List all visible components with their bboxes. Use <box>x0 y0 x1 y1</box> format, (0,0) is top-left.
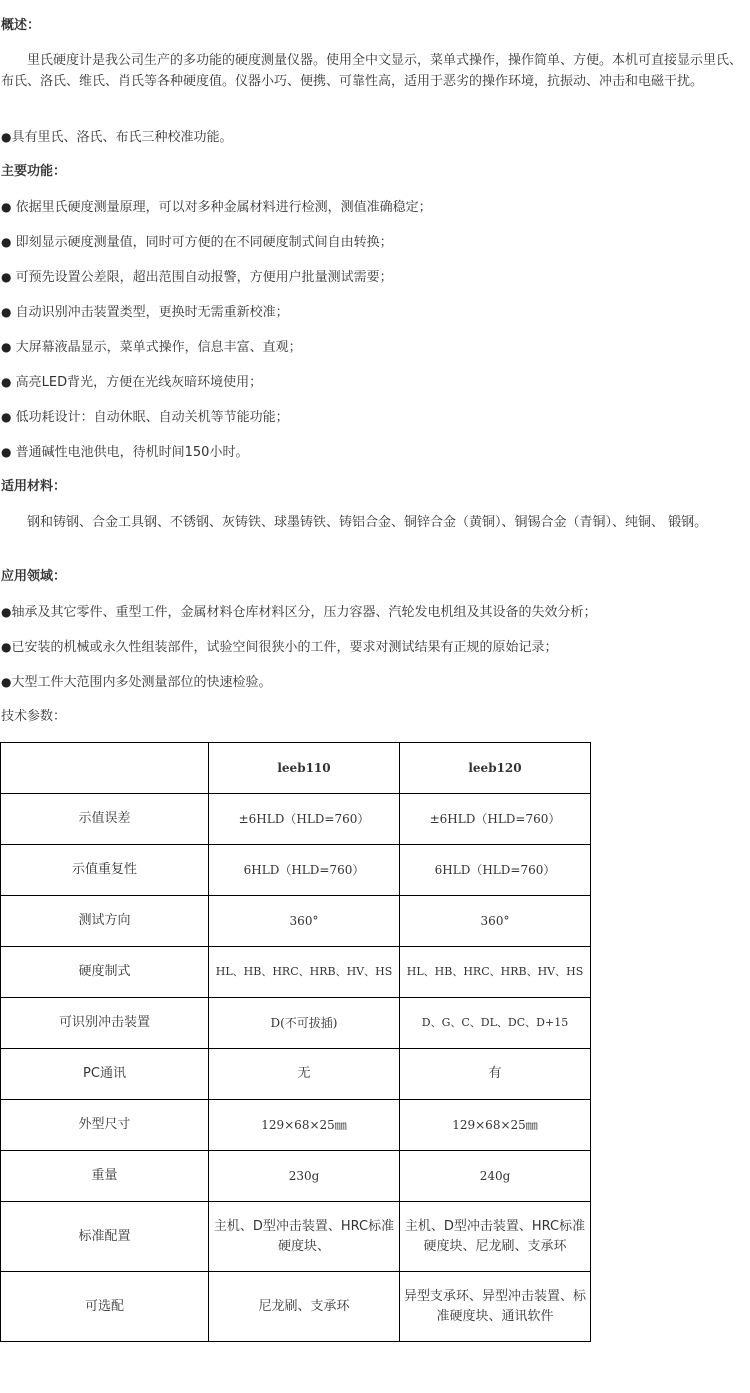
row-value-leeb110: 无 <box>209 1049 400 1100</box>
row-value-leeb120: HL、HB、HRC、HRB、HV、HS <box>400 947 591 998</box>
application-text: 大型工件大范围内多处测量部位的快速检验。 <box>11 675 272 690</box>
row-label: 测试方向 <box>1 896 209 947</box>
overview-heading: 概述： <box>1 18 41 33</box>
row-value-leeb120: 129×68×25㎜ <box>400 1100 591 1151</box>
overview-paragraph: 里氏硬度计是我公司生产的多功能的硬度测量仪器。使用全中文显示，菜单式操作，操作简单、方便。本机可直接显示里氏、布氏、洛氏、维氏、肖氏等各种硬度值。仪器小巧、便携、可靠性高，适用于恶劣的操作环境，抗振动、冲击和电磁干扰。 <box>1 53 743 89</box>
application-item <box>1 673 272 692</box>
table-row <box>1 794 591 845</box>
row-label: 重量 <box>1 1151 209 1202</box>
bullet-icon: ● <box>1 445 12 459</box>
bullet-icon: ● <box>1 235 12 249</box>
function-text: 普通碱性电池供电，待机时间150小时。 <box>15 445 249 460</box>
row-value-leeb120: ±6HLD（HLD=760） <box>400 794 591 845</box>
function-item <box>1 198 432 217</box>
function-text: 大屏幕液晶显示，菜单式操作，信息丰富、直观； <box>15 340 302 355</box>
spec-table <box>0 742 591 1342</box>
materials-paragraph: 钢和铸钢、合金工具钢、不锈钢、灰铸铁、球墨铸铁、铸铝合金、铜锌合金（黄铜）、铜锡合金（青铜）、纯铜、 锻钢。 <box>27 515 708 530</box>
table-row <box>1 845 591 896</box>
bullet-icon: ● <box>1 200 12 214</box>
row-value-leeb120: 有 <box>400 1049 591 1100</box>
row-value-leeb110: 129×68×25㎜ <box>209 1100 400 1151</box>
row-label: 可识别冲击装置 <box>1 998 209 1049</box>
row-value-leeb120: 异型支承环、异型冲击装置、标准硬度块、通讯软件 <box>400 1272 591 1342</box>
row-value-leeb110: 360° <box>209 896 400 947</box>
header-cell-empty <box>1 743 209 794</box>
bullet-icon: ● <box>1 675 12 689</box>
bullet-icon: ● <box>1 375 12 389</box>
calibration-line <box>1 128 233 147</box>
function-text: 可预先设置公差限，超出范围自动报警，方便用户批量测试需要； <box>15 270 393 285</box>
table-row <box>1 998 591 1049</box>
row-value-leeb110: 230g <box>209 1151 400 1202</box>
application-text: 已安装的机械或永久性组装部件，试验空间很狭小的工件，要求对测试结果有正规的原始记录； <box>11 640 558 655</box>
table-row <box>1 1049 591 1100</box>
header-cell-leeb120: leeb120 <box>400 743 591 794</box>
row-label: 可选配 <box>1 1272 209 1342</box>
function-text: 依据里氏硬度测量原理，可以对多种金属材料进行检测，测值准确稳定； <box>15 200 432 215</box>
function-text: 即刻显示硬度测量值，同时可方便的在不同硬度制式间自由转换； <box>15 235 393 250</box>
function-text: 高亮LED背光，方便在光线灰暗环境使用； <box>15 375 263 390</box>
row-value-leeb120: D、G、C、DL、DC、D+15 <box>400 998 591 1049</box>
functions-heading: 主要功能： <box>1 164 67 179</box>
application-text: 轴承及其它零件、重型工件，金属材料仓库材料区分，压力容器、汽轮发电机组及其设备的失效分析； <box>11 605 597 620</box>
application-item <box>1 603 597 622</box>
row-value-leeb110: HL、HB、HRC、HRB、HV、HS <box>209 947 400 998</box>
row-value-leeb110: 6HLD（HLD=760） <box>209 845 400 896</box>
table-row <box>1 1202 591 1272</box>
bullet-icon: ● <box>1 410 12 424</box>
bullet-icon: ● <box>1 130 12 144</box>
table-row <box>1 1272 591 1342</box>
bullet-icon: ● <box>1 340 12 354</box>
row-label: 示值重复性 <box>1 845 209 896</box>
table-row <box>1 1100 591 1151</box>
row-value-leeb110: 主机、D型冲击装置、HRC标准硬度块、 <box>209 1202 400 1272</box>
row-value-leeb120: 360° <box>400 896 591 947</box>
function-item <box>1 268 393 287</box>
function-text: 自动识别冲击装置类型，更换时无需重新校准； <box>15 305 289 320</box>
row-value-leeb120: 240g <box>400 1151 591 1202</box>
applications-heading: 应用领域： <box>1 569 67 584</box>
function-item <box>1 408 289 427</box>
materials-heading: 适用材料： <box>1 479 67 494</box>
bullet-icon: ● <box>1 305 12 319</box>
row-value-leeb110: ±6HLD（HLD=760） <box>209 794 400 845</box>
table-row <box>1 1151 591 1202</box>
table-row <box>1 896 591 947</box>
function-item <box>1 233 393 252</box>
bullet-icon: ● <box>1 605 12 619</box>
table-header-row <box>1 743 591 794</box>
row-label: 外型尺寸 <box>1 1100 209 1151</box>
application-item <box>1 638 558 657</box>
function-item <box>1 443 248 462</box>
bullet-icon: ● <box>1 640 12 654</box>
row-label: PC通讯 <box>1 1049 209 1100</box>
header-cell-leeb110: leeb110 <box>209 743 400 794</box>
row-value-leeb120: 6HLD（HLD=760） <box>400 845 591 896</box>
bullet-icon: ● <box>1 270 12 284</box>
row-label: 标准配置 <box>1 1202 209 1272</box>
row-label: 示值误差 <box>1 794 209 845</box>
table-row <box>1 947 591 998</box>
specs-heading: 技术参数： <box>1 709 67 724</box>
calibration-text: 具有里氏、洛氏、布氏三种校准功能。 <box>11 130 233 145</box>
function-item <box>1 338 302 357</box>
row-value-leeb110: D(不可拔插) <box>209 998 400 1049</box>
row-label: 硬度制式 <box>1 947 209 998</box>
function-item <box>1 303 289 322</box>
function-item <box>1 373 262 392</box>
function-text: 低功耗设计：自动休眠、自动关机等节能功能； <box>15 410 289 425</box>
row-value-leeb110: 尼龙刷、支承环 <box>209 1272 400 1342</box>
row-value-leeb120: 主机、D型冲击装置、HRC标准硬度块、尼龙刷、支承环 <box>400 1202 591 1272</box>
